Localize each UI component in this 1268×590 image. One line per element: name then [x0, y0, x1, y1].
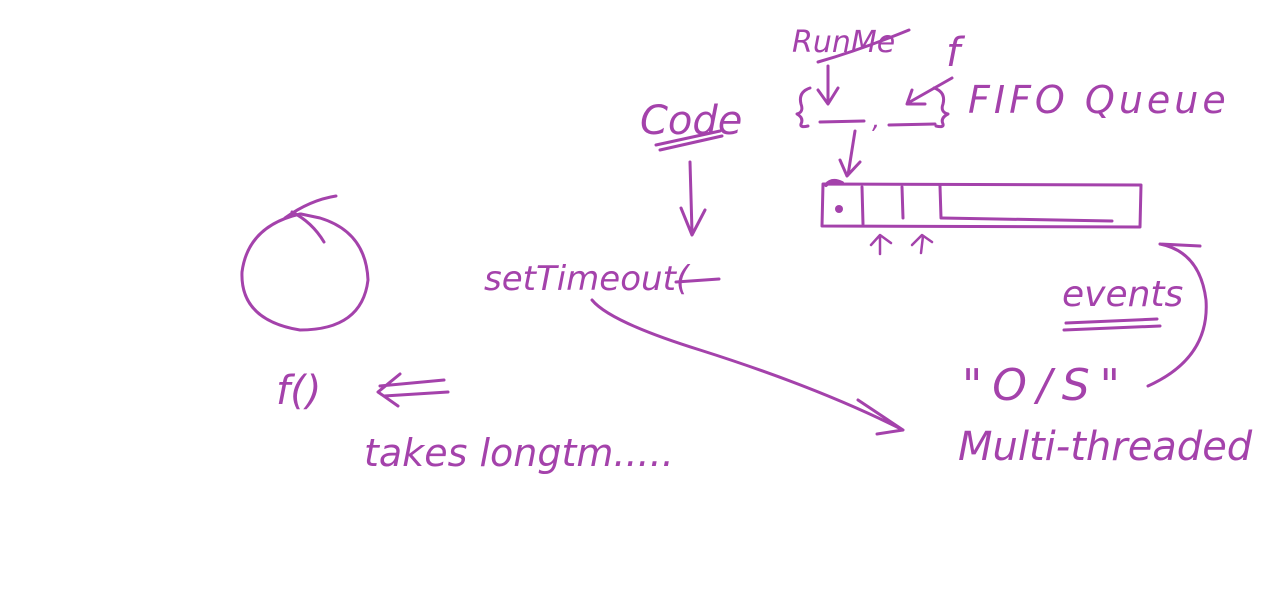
set-slot-1	[820, 121, 864, 122]
fifo-queue-label: FIFO Queue	[968, 78, 1230, 122]
takes-long-to-f-arrow	[378, 374, 448, 406]
events-underline	[1064, 319, 1160, 330]
multi-threaded-label: Multi-threaded	[958, 424, 1253, 470]
takes-long-label: takes longtm.....	[364, 431, 674, 475]
f-call-label: f()	[276, 368, 322, 414]
run-me-label: RunMe	[792, 25, 896, 60]
code-to-settimeout-arrow	[681, 162, 705, 235]
os-label: "O/S"	[962, 360, 1130, 411]
f-variable-label: f	[946, 30, 961, 76]
f-arrow	[907, 78, 952, 104]
events-label: events	[1062, 274, 1184, 315]
left-brace	[797, 88, 810, 127]
event-loop-circle	[242, 196, 368, 330]
fifo-queue-box	[822, 181, 1141, 227]
queue-pointer-1	[871, 235, 891, 254]
queue-pointer-2	[912, 235, 932, 253]
set-to-queue-arrow	[840, 131, 860, 176]
set-comma: ,	[872, 105, 881, 135]
runme-arrow	[818, 66, 838, 104]
code-label: Code	[640, 98, 743, 144]
right-brace	[934, 88, 948, 127]
set-slot-2	[889, 124, 935, 125]
settimeout-to-os-arrow	[592, 300, 903, 434]
settimeout-label: setTimeout(	[484, 259, 690, 299]
events-to-queue-arrow	[1148, 244, 1206, 386]
